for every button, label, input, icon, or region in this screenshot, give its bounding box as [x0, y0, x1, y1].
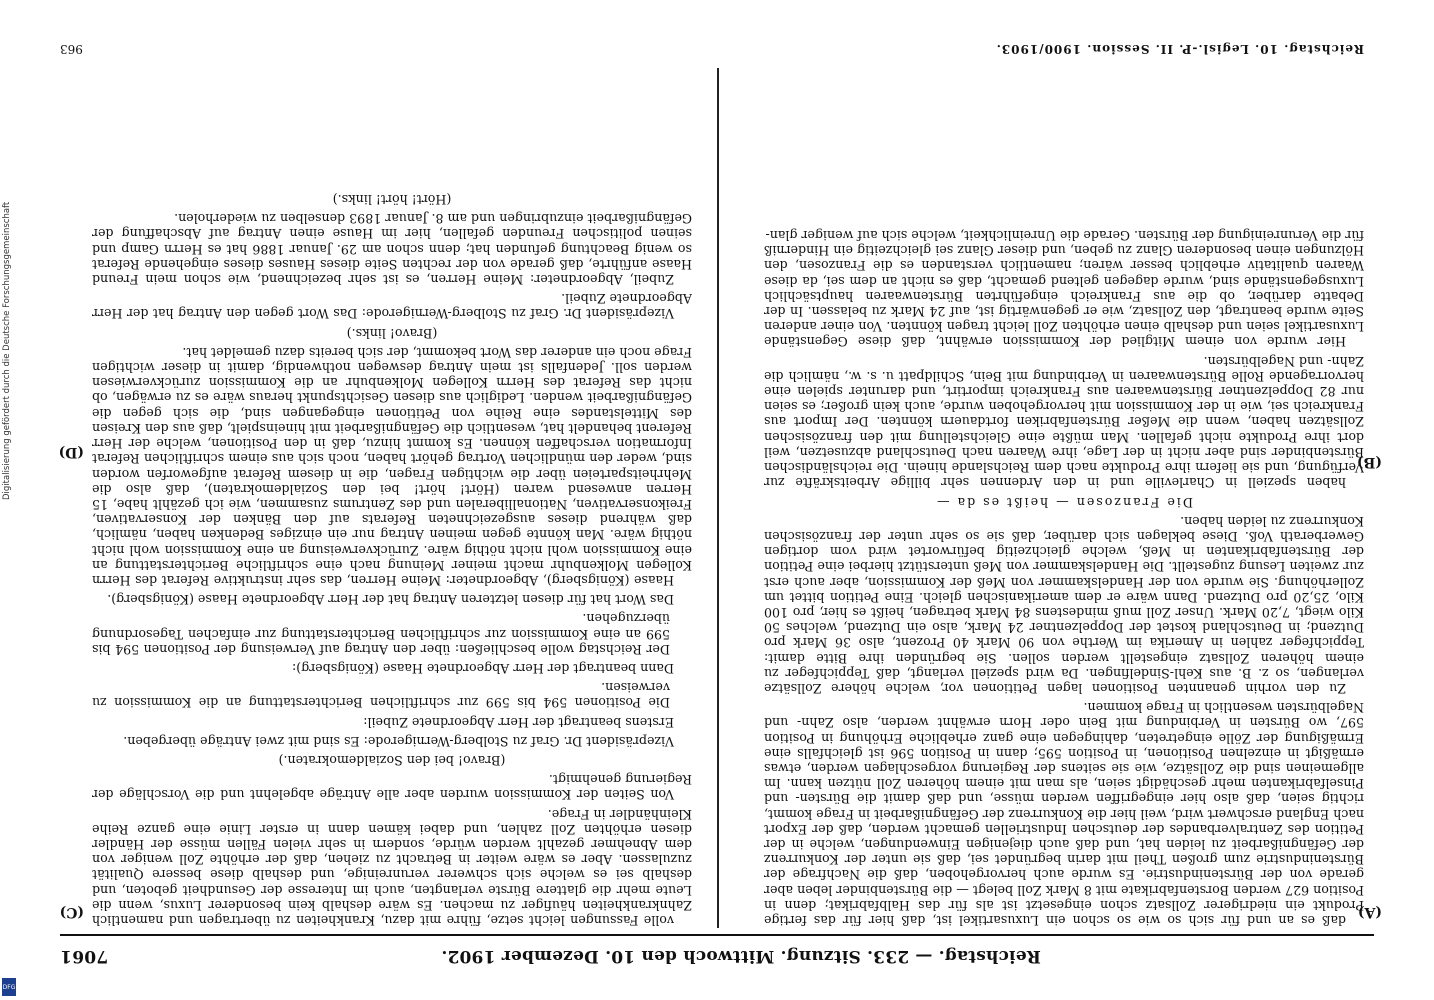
- margin-letter-c: (C): [59, 904, 84, 920]
- digitization-credit: Digitalisierung gefördert durch die Deutsche Forschungsgemeinschaft: [2, 201, 12, 500]
- paragraph: (Bravo! links.): [346, 325, 438, 341]
- paragraph: (Bravo! bei den Sozialdemokraten.): [278, 752, 506, 768]
- paragraph: Haase (Königsberg), Abgeordneter: Meine Herren, das sehr instruktive Referat des Herrn Kollegen Molkenbuhr macht meiner Meinung nach eine schriftliche Berichterstattung an eine Kommission wohl nicht nöthig wäre. Zurückverweisung an eine Kommission wohl nicht nöthig wäre. Man könnte gegen meinen Antrag nur ein einziges Bedenken haben, nämlich, daß während dieses ausgezeichneten Referats auf den Bänken der Konservativen, Freikonservativen, Nationalliberalen und des Zentrums zusammen, wie ich gezählt habe, 15 Herren anwesend waren (Hört! hört! bei den Sozialdemokraten), daß also die Mehrheitsparteien über die wichtigen Fragen, die in diesem Referat aufgeworfen worden sind, weder den mündlichen Vortrag gehört haben, noch sich aus einem schriftlichen Referat Information verschaffen können. Es kommt hinzu, daß in den Positionen, welche der Herr Referent behandelt hat, wesentlich die Gefängnißarbeit mit hineinspielt, daß aus den Kreisen des Mittelstandes eine Reihe von Petitionen eingegangen sind, die sich gegen die Gefängnißarbeit wenden. Lediglich aus diesen Gesichtspunkt heraus wäre es zu erwägen, ob nicht das Referat des Herrn Kollegen Molkenbuhr an die Kommission zurückverwiesen werden soll. Jedenfalls ist mein Antrag deswegen nothwendig, damit in dieser wichtigen Frage noch ein anderer das Wort bekommt, der sich bereits dazu gemeldet hat.: [92, 344, 692, 588]
- paragraph: Erstens beantragt der Herr Abgeordnete Zubeil:: [363, 714, 674, 730]
- right-column: [92, 68, 692, 928]
- paragraph: Vizepräsident Dr. Graf zu Stolberg-Wernigerode: Es sind mit zwei Anträge übergeben.: [123, 733, 674, 749]
- paragraph: Zubeil, Abgeordneter: Meine Herren, es ist sehr bezeichnend, wie schon mein Freund Haase anführte, daß gerade von der rechten Seite dieses Hauses dieses eingehende Referat so wenig Beachtung gefunden hat; denn schon am 29. Januar 1886 hat es Herrn Gamp und seinen politischen Freunden gefallen, hier im Hause einen Antrag auf Abschaffung der Gefängnißarbeit einzubringen und am 8. Januar 1893 denselben zu wiederholen.: [92, 211, 692, 288]
- paragraph: Dann beantragt der Herr Abgeordnete Haase (Königsberg):: [291, 660, 674, 676]
- page-footer: [60, 42, 1364, 56]
- paragraph: Hier wurde von einem Mitglied der Kommission erwähnt, daß diese Gegenstände Luxusartikel seien und deshalb einen erhöhten Zoll leicht tragen könnten. Von einer anderen Seite wurde beantragt, den Zollsatz, wie er gegenwärtig ist, auf 24 Mark zu belassen. In der Debatte darüber, ob die aus Frankreich eingeführten Bürstenwaaren hauptsächlich Luxusgegenstände sind, wurde dagegen geltend gemacht, daß es nicht an dem sei, da diese Waaren qualitativ erheblich besser wären; namentlich verstanden es die Franzosen, den Hölzungen einen besonderen Glanz zu geben, und dieser Glanz sei gleichzeitig ein Hinderniß für die Verunreinigung der Bürsten. Gerade die Unreinlichkeit, welche sich auf weniger glan-: [764, 228, 1364, 350]
- paragraph: Vizepräsident Dr. Graf zu Stolberg-Wernigerode: Das Wort gegen den Antrag hat der Herr Abgeordnete Zubeil.: [92, 291, 692, 322]
- margin-letter-a: (A): [1357, 904, 1382, 920]
- paragraph: Der Reichstag wolle beschließen: über den Antrag auf Verweisung der Positionen 594 bis 599 an eine Kommission zur schriftlichen Berichterstattung zur einfachen Tagesordnung überzugehen.: [92, 611, 670, 657]
- margin-letter-b: (B): [1356, 454, 1382, 470]
- running-head: Reichstag. — 233. Sitzung. Mittwoch den 10. Dezember 1902.: [441, 946, 1041, 966]
- paragraph: Von Seiten der Kommission wurden aber alle Anträge abgelehnt und die Vorschläge der Regierung genehmigt.: [92, 772, 692, 803]
- page-number: 7061: [60, 946, 109, 966]
- margin-letter-d: (D): [58, 444, 84, 460]
- paragraph: volle Fassungen leicht setze, führe mit dazu, Krankheiten zu übertragen und namentlich Zahnkrankheiten häufiger zu machen. Es wäre deshalb kein besonderer Luxus, wenn die Leute mehr die glattere Bürste verlangten, auch im Interesse der Gesundheit geboten, und deshalb sei es welche sich schwerer verunreinige, und deshalb diese bessere Qualität zuzulassen. Aber es wäre weiter in Betracht zu ziehen, daß der erhöhte Zoll weniger von dem Abnehmer gezahlt werden würde, sondern in sehr vielen Fällen müsse der Händler diesen erhöhten Zoll zahlen, und dabei kämen dann in erster Linie eine ganze Reihe Kleinhändler in Frage.: [92, 806, 692, 928]
- paragraph: Die Positionen 594 bis 599 zur schriftlichen Berichterstattung an die Kommission zu verweisen.: [92, 680, 670, 711]
- footer-source: Reichstag. 10. Legisl.-P. II. Session. 1900/1903.: [995, 42, 1364, 56]
- paragraph: haben speziell in Charleville und in den Ardennen sehr billige Arbeitskräfte zur Verfügung, und sie liefern ihre Produkte nach dem Reichslande hinein. Die reichsländischen Bürstenbinder sind aber nicht in der Lage, ihre Waaren nach Deutschland abzusetzen, weil dort ihre Produkte nicht gefallen. Man müßte eine Gleichstellung mit den französischen Zollsätzen haben, wenn die Meßer Bürstenfabriken fortdauern könnten. Der Import aus Frankreich sei, wie in der Kommission mit hervorgehoben wurde, auch kein großer; es seien nur 82 Doppelzentner Bürstenwaaren aus Frankreich importirt, und darunter spielen eine hervorragende Rolle Bürstenwaaren in Verbindung mit Bein, Schildpatt u. s. w., nämlich die Zahn- und Nagelbürsten.: [764, 353, 1364, 491]
- paragraph: Zu den vorhin genannten Positionen lagen Petitionen vor, welche höhere Zollsätze verlangen, so z. B. aus Kehl-Sindelfingen. Da wird speziell verlangt, daß Teppichfeger zu einem höheren Zollsatz eingestellt werden sollen. Sie begründen ihre Bitte damit: Teppichfeger zahlen in Amerika im Werthe von 90 Mark 40 Prozent, also 36 Mark pro Dutzend; in Deutschland kostet der Doppelzentner 24 Mark, also ein Dutzend, welches 50 Kilo wiegt, 7,20 Mark. Unser Zoll muß mindestens 84 Mark betragen, heißt es hier, pro 100 Kilo, 25,20 pro Dutzend. Dann wäre er dem amerikanischen gleich. Eine Petition bittet um Zollerhöhung. Sie wurde von der Handelskammer von Meß der Kommission, aber auch erst zur zweiten Lesung zugestellt. Die Handelskammer von Meß unterstützt hierbei eine Petition der Bürstenfabrikanten in Meß, welche gleichzeitig befürwortet wird vom dortigen Gewerberath Voß. Diese beklagen sich darüber, daß sie so sehr unter der französischen Konkurrenz zu leiden haben.: [764, 513, 1364, 696]
- dfg-logo: DFG: [2, 978, 16, 996]
- paragraph: Das Wort hat für diesen letzteren Antrag hat der Herr Abgeordnete Haase (Königsberg).: [107, 592, 674, 608]
- left-column: [764, 68, 1364, 928]
- paragraph: Die Franzosen — heißt es da —: [935, 494, 1193, 510]
- page-header: [60, 942, 1374, 970]
- header-rule: [60, 934, 1374, 936]
- paragraph: (Hört! hört! links.): [332, 192, 452, 208]
- paragraph: daß es an und für sich so wie so schon ein Luxusartikel ist, daß hier für das fertige Produkt ein niedrigerer Zollsatz schon eingesetzt ist als für das Halbfabrikat; denn in Position 627 werden Borstenfabrikate mit 8 Mark Zoll belegt — die Bürstenbinder leben aber gerade von der Bürstenindustrie. Es wurde auch hervorgehoben, daß die Nachfrage der Bürstenindustrie zum großen Theil mit darin begründet sei, daß sie unter der Konkurrenz der Gefängnißarbeit zu leiden hat, und daß auch diejenigen Einwendungen, welche in der Petition des Zentralverbandes der deutschen Industriellen gemacht werden, daß der Export nach England erschwert wird, weil hier die Konkurrenz der Gefängnißarbeit in Frage kommt, richtig seien, daß also hier eingegriffen werden müsse, und daß damit die Bürsten- und Pinselfabrikanten mehr geschädigt seien, als man mit einem höheren Zoll nützen kann. Im allgemeinen sind die Zollsätze, wie sie seitens der Regierung vorgeschlagen werden, etwas ermäßigt in einzelnen Positionen, in Position 595; dann in Position 596 ist gleichfalls eine Ermäßigung der Zölle eingetreten, dahingegen eine ganz erhebliche Erhöhung in Position 597, wo Bürsten in Verbindung mit Bein oder Horn erwähnt werden, also Zahn- und Nagelbürsten wesentlich in Frage kommen.: [764, 700, 1364, 928]
- column-divider: [717, 68, 719, 928]
- footer-number: 963: [60, 42, 83, 56]
